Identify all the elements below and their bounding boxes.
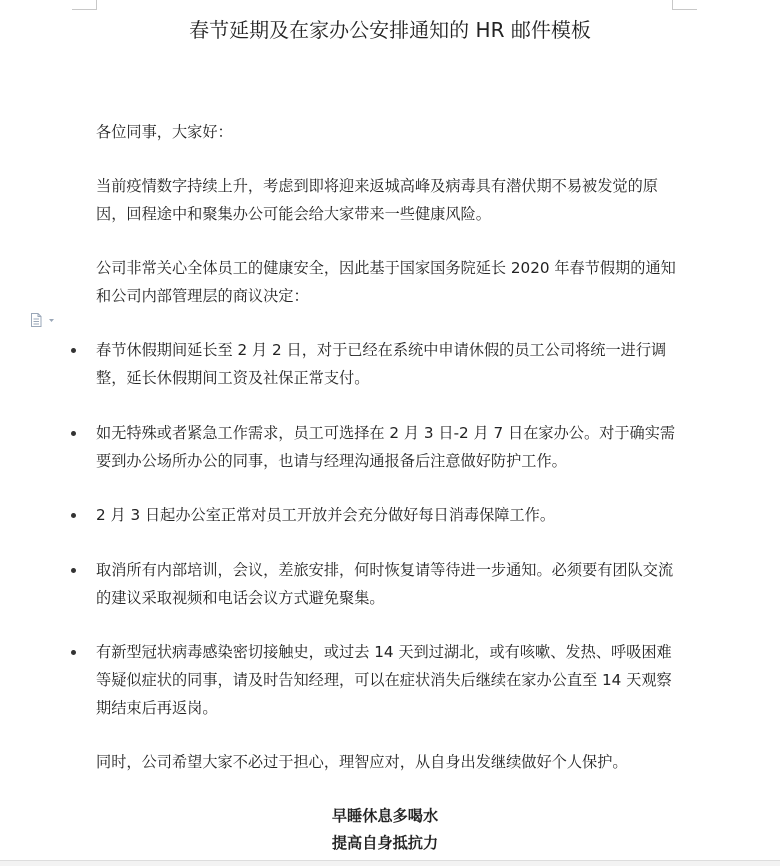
paragraph-1: 当前疫情数字持续上升，考虑到即将迎来返城高峰及病毒具有潜伏期不易被发觉的原因，回程途中和聚集办公可能会给大家带来一些健康风险。 xyxy=(96,177,658,223)
page-bottom-edge xyxy=(0,860,780,866)
bullet-marker xyxy=(71,650,76,655)
bullet-marker xyxy=(71,431,76,436)
document-title: 春节延期及在家办公安排通知的 HR 邮件模板 xyxy=(189,18,591,42)
bullet-item-5: 有新型冠状病毒感染密切接触史，或过去 14 天到过湖北，或有咳嗽、发热、呼吸困难等疑似症状的同事，请及时告知经理，可以在症状消失后继续在家办公直至 14 天观察期结束后再返岗。 xyxy=(96,643,672,717)
document-icon[interactable] xyxy=(30,312,56,328)
paragraph-2: 公司非常关心全体员工的健康安全，因此基于国家国务院延长 2020 年春节假期的通知和公司内部管理层的商议决定： xyxy=(96,259,676,305)
bullet-marker xyxy=(71,568,76,573)
slogan-line-1: 早睡休息多喝水 xyxy=(331,807,439,825)
bullet-marker xyxy=(71,513,76,518)
bullet-item-1: 春节休假期间延长至 2 月 2 日，对于已经在系统中申请休假的员工公司将统一进行调整，延长休假期间工资及社保正常支付。 xyxy=(96,341,667,387)
bullet-marker xyxy=(71,348,76,353)
greeting: 各位同事，大家好： xyxy=(96,123,233,141)
bullet-item-4: 取消所有内部培训，会议，差旅安排，何时恢复请等待进一步通知。必须要有团队交流的建议采取视频和电话会议方式避免聚集。 xyxy=(96,561,674,607)
bullet-item-3: 2 月 3 日起办公室正常对员工开放并会充分做好每日消毒保障工作。 xyxy=(96,506,556,524)
crop-mark-top-left xyxy=(72,0,97,10)
crop-mark-top-right xyxy=(672,0,697,10)
closing-paragraph: 同时，公司希望大家不必过于担心，理智应对，从自身出发继续做好个人保护。 xyxy=(96,753,628,771)
slogan-line-2: 提高自身抵抗力 xyxy=(331,834,439,852)
bullet-item-2: 如无特殊或者紧急工作需求，员工可选择在 2 月 3 日-2 月 7 日在家办公。对于确实需要到办公场所办公的同事，也请与经理沟通报备后注意做好防护工作。 xyxy=(96,424,676,470)
